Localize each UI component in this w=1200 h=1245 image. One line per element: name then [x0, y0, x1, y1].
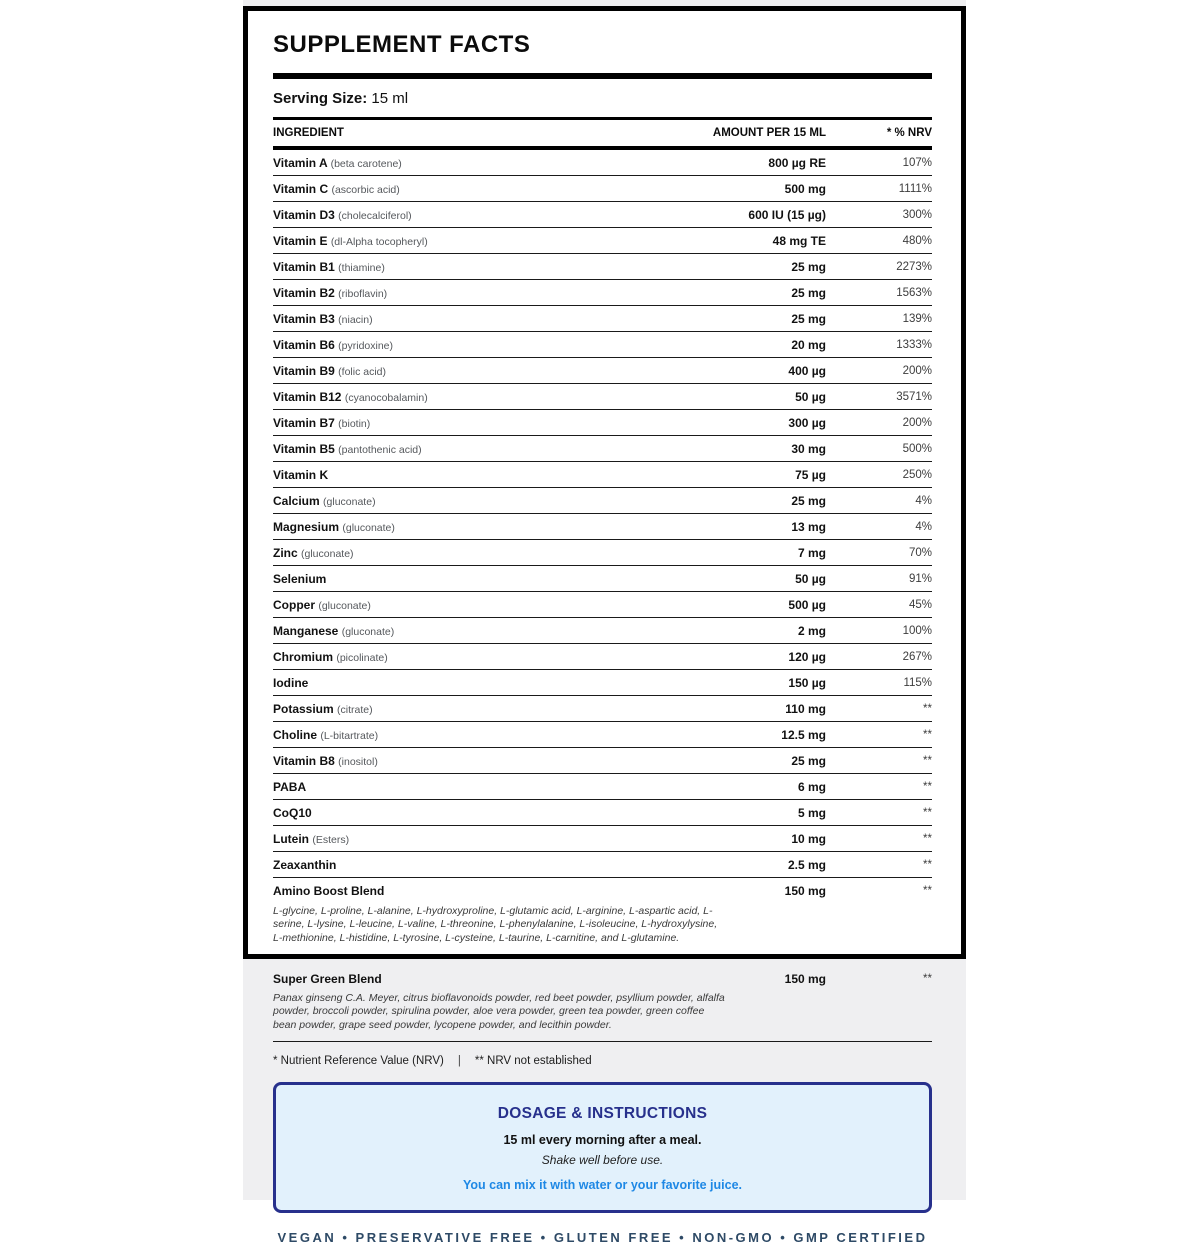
ingredient-name: Lutein — [273, 831, 309, 846]
table-row — [273, 514, 932, 540]
ingredient-cell — [273, 598, 656, 612]
ingredient-name: Vitamin B9 — [273, 363, 335, 378]
ingredient-form: (thiamine) — [338, 261, 385, 274]
ingredient-name: Vitamin B8 — [273, 753, 335, 768]
nrv-footnote — [273, 1055, 932, 1067]
table-row — [273, 722, 932, 748]
header-nrv: * % NRV — [886, 127, 932, 139]
ingredient-form: (ascorbic acid) — [331, 183, 400, 196]
serving-size-value: 15 ml — [371, 90, 409, 107]
ingredient-nrv: 1333% — [896, 338, 932, 351]
ingredient-amount: 6 mg — [797, 779, 826, 794]
ingredient-amount: 500 mg — [784, 181, 826, 196]
ingredient-nrv: 1111% — [898, 182, 932, 195]
dosage-mix-line: You can mix it with water or your favorite juice. — [463, 1177, 742, 1192]
ingredient-amount: 2 mg — [797, 623, 826, 638]
table-row — [273, 618, 932, 644]
table-row — [273, 592, 932, 618]
ingredient-nrv: 3571% — [896, 390, 932, 403]
ingredient-name: Iodine — [273, 675, 309, 690]
ingredient-name: Zeaxanthin — [273, 857, 337, 872]
ingredient-nrv: 91% — [908, 572, 932, 585]
ingredient-nrv: 4% — [915, 520, 932, 533]
ingredient-nrv: ** — [923, 885, 932, 897]
ingredient-cell — [273, 572, 656, 586]
ingredient-cell — [273, 754, 656, 768]
ingredient-nrv: ** — [923, 702, 932, 715]
ingredient-amount: 110 mg — [785, 701, 826, 716]
ingredient-amount: 50 µg — [795, 571, 826, 586]
table-row — [273, 826, 932, 852]
ingredient-name: Choline — [273, 727, 317, 742]
ingredient-form: (gluconate) — [341, 625, 395, 638]
table-row — [273, 488, 932, 514]
ingredient-amount: 800 µg RE — [768, 155, 826, 170]
table-row — [273, 800, 932, 826]
ingredient-amount: 12.5 mg — [781, 727, 826, 742]
ingredient-name: Vitamin E — [273, 233, 328, 248]
ingredient-name: Vitamin B2 — [273, 285, 335, 300]
ingredient-name: Vitamin A — [273, 155, 328, 170]
table-row — [273, 462, 932, 488]
serving-size-label: Serving Size: — [273, 90, 368, 107]
table-row — [273, 384, 932, 410]
table-row — [273, 967, 932, 991]
blend-ingredients-note: L-glycine, L-proline, L-alanine, L-hydroxyproline, L-glutamic acid, L-arginine, L-aspartic acid, L-serine, L-lysine, L-leucine, L-valine, L-threonine, L-phenylalanine, L-isoleucine, L-hydroxylysine, L-methionine, L-histidine, L-tyrosine, L-cysteine, L-taurine, L-carnitine, and L-glutamine. — [273, 905, 718, 944]
ingredient-nrv: 70% — [908, 546, 932, 559]
ingredient-amount: 150 mg — [784, 971, 826, 986]
ingredient-form: (dl-Alpha tocopheryl) — [330, 235, 428, 248]
ingredient-amount: 48 mg TE — [772, 233, 826, 248]
ingredient-cell — [273, 442, 656, 456]
ingredient-name: Magnesium — [273, 519, 340, 534]
ingredient-form: (biotin) — [338, 417, 371, 430]
label-column — [243, 0, 966, 1245]
ingredient-nrv: ** — [923, 858, 932, 871]
ingredient-cell — [273, 780, 656, 794]
table-row — [273, 332, 932, 358]
ingredient-name: Vitamin C — [273, 181, 329, 196]
ingredient-amount: 2.5 mg — [787, 857, 826, 872]
ingredient-name: Vitamin D3 — [273, 207, 335, 222]
dosage-instructions-box — [273, 1082, 932, 1213]
ingredient-form: (beta carotene) — [330, 157, 402, 170]
ingredient-nrv: 2273% — [896, 260, 932, 273]
ingredient-cell — [273, 468, 656, 482]
ingredient-nrv: ** — [923, 832, 932, 845]
ingredient-nrv: ** — [923, 728, 932, 741]
ingredient-form: (inositol) — [338, 755, 378, 768]
ingredient-form: (gluconate) — [318, 599, 371, 612]
table-row — [273, 670, 932, 696]
ingredient-nrv: 500% — [902, 442, 932, 455]
ingredient-cell — [273, 416, 656, 430]
table-row — [273, 540, 932, 566]
ingredient-name: Manganese — [273, 623, 339, 638]
dosage-title: DOSAGE & INSTRUCTIONS — [497, 1104, 708, 1122]
ingredient-amount: 75 µg — [795, 467, 826, 482]
ingredient-amount: 150 µg — [788, 675, 826, 690]
supplement-facts-panel — [243, 6, 966, 959]
ingredient-cell — [273, 312, 656, 326]
table-row — [273, 852, 932, 878]
blend-ingredients-note: Panax ginseng C.A. Meyer, citrus bioflavonoids powder, red beet powder, psyllium powder, alfalfa powder, broccoli powder, spirulina powder, aloe vera powder, green tea powder, green coffee bean powder, grape seed powder, lycopene powder, and lecithin powder. — [273, 991, 725, 1031]
table-row — [273, 254, 932, 280]
below-panel-section — [243, 959, 966, 1245]
table-row — [273, 150, 932, 176]
blend-divider — [273, 1041, 932, 1042]
ingredient-amount: 30 mg — [791, 441, 826, 456]
title-divider — [273, 73, 932, 79]
ingredient-cell — [273, 676, 656, 690]
ingredient-nrv: 267% — [902, 650, 932, 663]
ingredient-form: (pyridoxine) — [338, 339, 394, 352]
ingredient-nrv: 200% — [902, 364, 932, 377]
ingredient-form: (picolinate) — [336, 651, 388, 664]
ingredient-cell — [273, 884, 656, 898]
ingredient-amount: 25 mg — [791, 753, 826, 768]
ingredient-form: (pantothenic acid) — [338, 443, 422, 456]
ingredient-form: (gluconate) — [301, 547, 354, 560]
ingredient-name: Selenium — [273, 571, 327, 586]
ingredient-name: Chromium — [273, 649, 333, 664]
ingredient-name: Vitamin B3 — [273, 311, 335, 326]
ingredient-amount: 400 µg — [788, 363, 826, 378]
certifications-footer: VEGAN • PRESERVATIVE FREE • GLUTEN FREE • NON-GMO • GMP CERTIFIED — [277, 1229, 928, 1245]
header-amount: AMOUNT PER 15 ML — [712, 127, 826, 139]
dosage-shake-line: Shake well before use. — [541, 1152, 664, 1167]
ingredient-form: (Esters) — [312, 833, 350, 846]
table-header-row — [273, 120, 932, 150]
ingredient-cell — [273, 494, 656, 508]
ingredient-amount: 25 mg — [791, 311, 826, 326]
ingredient-nrv: ** — [923, 806, 932, 819]
ingredient-name: Vitamin B5 — [273, 441, 335, 456]
ingredient-amount: 20 mg — [791, 337, 826, 352]
ingredient-amount: 10 mg — [791, 831, 826, 846]
ingredient-amount: 5 mg — [797, 805, 826, 820]
ingredient-cell — [273, 972, 656, 986]
page-title: SUPPLEMENT FACTS — [273, 31, 531, 58]
ingredient-amount: 50 µg — [795, 389, 826, 404]
ingredient-name: PABA — [273, 779, 307, 794]
ingredient-nrv: 250% — [902, 468, 932, 481]
table-row — [273, 202, 932, 228]
ingredient-name: Calcium — [273, 493, 320, 508]
ingredient-nrv: ** — [923, 972, 932, 985]
ingredient-form: (niacin) — [338, 313, 373, 326]
table-row — [273, 436, 932, 462]
footnote-not-established: ** NRV not established — [474, 1054, 592, 1067]
table-row — [273, 748, 932, 774]
table-row — [273, 410, 932, 436]
footnote-separator: | — [457, 1054, 461, 1067]
ingredient-form: (L-bitartrate) — [320, 729, 379, 742]
footnote-nrv-definition: * Nutrient Reference Value (NRV) — [273, 1054, 444, 1067]
ingredient-amount: 25 mg — [791, 493, 826, 508]
ingredient-form: (cholecalciferol) — [338, 209, 412, 222]
ingredient-cell — [273, 832, 656, 846]
table-row — [273, 306, 932, 332]
ingredient-amount: 25 mg — [791, 259, 826, 274]
ingredient-cell — [273, 520, 656, 534]
ingredient-name: Vitamin B12 — [273, 389, 342, 404]
ingredient-amount: 7 mg — [797, 545, 826, 560]
ingredient-amount: 25 mg — [791, 285, 826, 300]
ingredient-amount: 500 µg — [788, 597, 826, 612]
ingredient-cell — [273, 624, 656, 638]
ingredient-name: Amino Boost Blend — [273, 884, 385, 898]
ingredient-nrv: 4% — [915, 494, 932, 507]
ingredient-table — [273, 150, 932, 945]
ingredient-nrv: ** — [923, 754, 932, 767]
ingredient-nrv: 45% — [908, 598, 932, 611]
ingredient-form: (riboflavin) — [338, 287, 388, 300]
ingredient-nrv: ** — [923, 780, 932, 793]
ingredient-form: (gluconate) — [342, 521, 395, 534]
ingredient-nrv: 1563% — [896, 286, 932, 299]
ingredient-form: (citrate) — [337, 703, 373, 716]
ingredient-cell — [273, 234, 656, 248]
ingredient-nrv: 480% — [902, 234, 932, 247]
ingredient-amount: 300 µg — [788, 415, 826, 430]
ingredient-cell — [273, 806, 656, 820]
dosage-amount-line: 15 ml every morning after a meal. — [503, 1132, 702, 1147]
table-row — [273, 358, 932, 384]
ingredient-cell — [273, 728, 656, 742]
ingredient-form: (folic acid) — [338, 365, 387, 378]
super-green-blend-section — [273, 967, 932, 1032]
ingredient-amount: 120 µg — [788, 649, 826, 664]
ingredient-amount: 13 mg — [791, 519, 826, 534]
table-row — [273, 176, 932, 202]
table-row — [273, 644, 932, 670]
ingredient-cell — [273, 156, 656, 170]
ingredient-cell — [273, 546, 656, 560]
ingredient-cell — [273, 208, 656, 222]
table-row — [273, 228, 932, 254]
ingredient-nrv: 200% — [902, 416, 932, 429]
table-row — [273, 878, 932, 904]
ingredient-name: Vitamin B6 — [273, 337, 335, 352]
ingredient-name: CoQ10 — [273, 805, 312, 820]
serving-size — [273, 90, 932, 107]
ingredient-cell — [273, 650, 656, 664]
ingredient-name: Vitamin B7 — [273, 415, 335, 430]
ingredient-nrv: 139% — [902, 312, 932, 325]
ingredient-nrv: 107% — [902, 156, 932, 169]
ingredient-nrv: 115% — [903, 676, 932, 689]
ingredient-cell — [273, 260, 656, 274]
table-row — [273, 696, 932, 722]
ingredient-form: (cyanocobalamin) — [344, 391, 428, 404]
ingredient-cell — [273, 338, 656, 352]
ingredient-name: Zinc — [273, 545, 298, 560]
table-row — [273, 566, 932, 592]
ingredient-name: Super Green Blend — [273, 971, 382, 986]
table-row — [273, 774, 932, 800]
header-ingredient: INGREDIENT — [273, 127, 344, 139]
ingredient-name: Vitamin B1 — [273, 259, 335, 274]
ingredient-name: Copper — [273, 597, 315, 612]
ingredient-cell — [273, 364, 656, 378]
ingredient-amount: 600 IU (15 µg) — [748, 207, 826, 222]
ingredient-nrv: 300% — [902, 208, 932, 221]
ingredient-form: (gluconate) — [323, 495, 376, 508]
ingredient-cell — [273, 286, 656, 300]
table-row — [273, 280, 932, 306]
ingredient-cell — [273, 858, 656, 872]
ingredient-nrv: 100% — [902, 624, 932, 637]
ingredient-name: Vitamin K — [273, 467, 329, 482]
ingredient-cell — [273, 702, 656, 716]
ingredient-name: Potassium — [273, 701, 334, 716]
ingredient-amount: 150 mg — [784, 884, 826, 898]
ingredient-cell — [273, 390, 656, 404]
ingredient-cell — [273, 182, 656, 196]
